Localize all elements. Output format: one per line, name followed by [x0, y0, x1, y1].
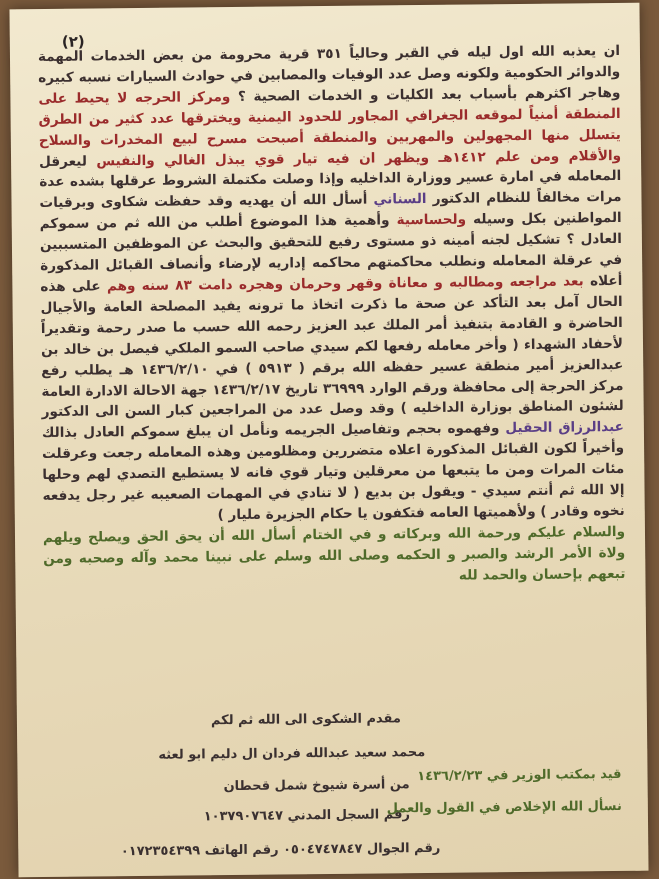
text-segment: عبدالرزاق الحقيل [505, 419, 624, 437]
text-segment: وأهمية هذا الموضوع أطلب من الله ثم من سموكم العادل ؟ تشكيل لجنه أمينه ذو مستوى رفيع للتحقيق والبحث عن الموظفين المتسببين في عرقلة المعامله ونطلب محاكمتهم محاكمه إداريه لإرضاء وأنصاف القبائل المذكورة أعلاه [39, 212, 623, 290]
sender-name: محمد سعيد عبدالله فردان ال دليم ابو لعثه [158, 745, 426, 763]
text-segment: ليعرقل المعامله في امارة عسير ووزارة الداخليه وإذا وصلت مكتملة الشروط عرقلها بشده عدة مرات مخالفاً للنظام الدكتور [38, 153, 622, 208]
text-segment: على هذه الحال آمل بعد التأكد عن صحة ما ذكرت اتخاذ ما ترونه يفيد المصلحة العامة والأجيال الحاضرة و القادمة بتنفيذ أمر الملك عبد العزيز رحمه الله حسب ما صدر رحمة وتقديراً لأحفاد الشهداء ( وأخر معامله رفعها لكم سيدي صاحب السمو الملكي فيصل بن خالد بن عبدالعزيز أمير منطقة عسير حفظه الله برقم ( ٥٩١٣ ) في ١٤٣٦/٢/١٠ هـ يطلب رفع مركز الحرجة إلى محافظة ورقم الوارد ٣٦٩٩٩ تاريخ ١٤٣٦/٢/١٧ جهة الاحالة الادارة العامة لشئون المناطق بوزارة الداخليه ) وقد وصل عدد من المراجعين كبار السن الى الدكتور [40, 278, 624, 421]
phone-numbers: رقم الجوال ٠٥٠٤٧٤٧٨٤٧ رقم الهاتف ٠١٧٢٣٥٤٣٩٩ [120, 840, 441, 860]
main-paragraph [38, 41, 625, 528]
text-segment: السناني [373, 191, 427, 208]
text-segment: ومركز الحرجه لا يحيط على المنطقة أمنياً لموقعه الجغرافي المجاور للحدود اليمنية ويخترقها عدد كثير من الطرق يتسلل منها المجهولين والمهربين والمنطقة أصبحت مسرح لبيع المخدرات والسلاح والأقلام ومن علم ١٤١٢هـ ويظهر ان فيه تيار قوي يبذل الغالي والنفيس [38, 88, 622, 170]
prayer-note: نسأل الله الإخلاص في القول والعمل [386, 798, 622, 817]
registration-note: قيد بمكتب الوزير في ١٤٣٦/٢/٢٣ [417, 766, 622, 785]
sender-tribe: من أسرة شيوخ شمل قحطان [223, 777, 410, 795]
page-number: (٢) [61, 32, 85, 51]
text-segment: وفهموه بحجم وتفاصيل الجريمه ونأمل ان يبلغ سموكم العادل بذالك وأخيراً لكون القبائل المذكورة اعلاه متضررين ومظلومين وهذه المعامله رجعت وعرقلت مئات المرات ومن ما يتبعها من معرقلين وتيار قوي فانه لا يستطيع التصدي لهم وحلها إلا الله ثم أنتم سيدي - ويقول بن بديع ( لا تنادي في المهمات الصعيبه غير رجل يدفعه نخوه وقادر ) ولأهميتها العامه فتكفون يا حكام الجزيرة مليار ) [41, 420, 625, 524]
closing-paragraph [43, 522, 626, 591]
letter-body [38, 41, 626, 591]
letter-page [9, 3, 648, 878]
civil-id: رقم السجل المدني ١٠٣٧٩٠٧٦٤٧ [203, 807, 411, 825]
text-segment: أسأل الله أن يهديه وقد حفظت شكاوى وبرقيات المواطنين بكل وسيله [39, 191, 622, 228]
text-segment: والسلام عليكم ورحمة الله وبركاته و في الختام أسأل الله أن يحق الحق ويصلح ويلهم ولاة الأمر الرشد والصبر و الحكمه وصلى الله وسلم على نبينا محمد وآله وصحبه ومن تبعهم بإحسان والحمد لله [42, 523, 626, 584]
text-segment: ان يعذبه الله اول ليله في القبر وحالياً ٣٥١ قرية محرومة من بعض الخدمات المهمة والدوائر الحكومية ولكونه وصل عدد الوفيات والمصابين في حوادث السيارات نسبه كبيره وهاجر اكثرهم بأسباب بعد الكليات و الخدمات الصحية ؟ [37, 42, 621, 105]
presenter-line: مقدم الشكوى الى الله ثم لكم [210, 711, 402, 729]
text-segment: ولحساسية [396, 211, 467, 229]
text-segment: بعد مراجعه ومطالبه و معاناة وقهر وحرمان وهجره دامت ٨٣ سنه وهم [106, 273, 584, 295]
